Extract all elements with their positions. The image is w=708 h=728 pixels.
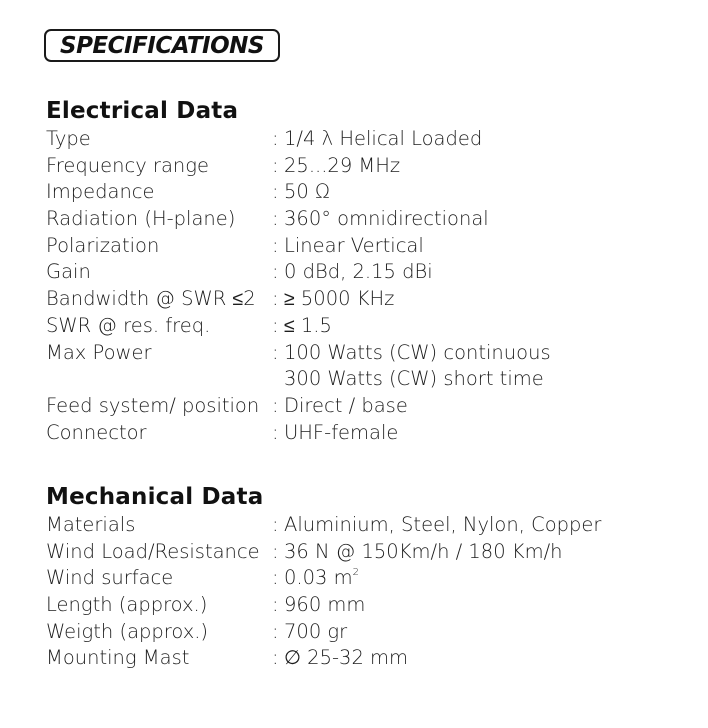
- spec-row-frequency-range: [46, 153, 686, 180]
- spec-separator: :: [272, 340, 279, 364]
- spec-value: Direct / base: [284, 393, 408, 417]
- superscript-squared: 2: [352, 567, 359, 579]
- spec-label: SWR @ res. freq.: [46, 313, 211, 337]
- electrical-data-table: [46, 126, 686, 446]
- spec-value: 100 Watts (CW) continuous: [284, 340, 551, 364]
- spec-row-length: [46, 592, 686, 619]
- spec-row-wind-surface: [46, 565, 686, 592]
- electrical-data-section: [46, 96, 686, 446]
- spec-label: Bandwidth @ SWR ≤2: [46, 287, 256, 311]
- spec-value: 25...29 MHz: [284, 153, 401, 177]
- spec-value: Aluminium, Steel, Nylon, Copper: [284, 513, 602, 536]
- spec-row-swr: [46, 313, 686, 340]
- spec-separator: :: [272, 313, 279, 337]
- spec-separator: :: [272, 260, 279, 284]
- spec-value: 300 Watts (CW) short time: [284, 367, 544, 391]
- spec-label: Length (approx.): [46, 593, 208, 617]
- spec-row-weight: [46, 619, 686, 646]
- spec-value: 360° omnidirectional: [284, 207, 489, 231]
- spec-separator: :: [272, 127, 279, 150]
- spec-value: 0 dBd, 2.15 dBi: [284, 260, 433, 284]
- spec-label: Feed system/ position: [46, 393, 260, 417]
- spec-value: 1/4 λ Helical Loaded: [284, 127, 483, 150]
- spec-separator: :: [272, 393, 279, 417]
- spec-label: Connector: [46, 420, 147, 444]
- spec-label: Frequency range: [46, 153, 209, 177]
- spec-separator: :: [272, 566, 279, 590]
- spec-value: 960 mm: [284, 593, 366, 617]
- spec-separator: :: [272, 619, 279, 643]
- spec-separator: :: [272, 593, 279, 617]
- spec-row-gain: [46, 259, 686, 286]
- spec-row-max-power: [46, 340, 686, 367]
- spec-value: ≥ 5000 KHz: [284, 287, 395, 311]
- spec-label: Mounting Mast: [46, 646, 190, 670]
- spec-label: Polarization: [46, 233, 160, 257]
- spec-row-connector: [46, 420, 686, 447]
- specifications-badge: [44, 29, 280, 62]
- spec-value: ≤ 1.5: [284, 313, 332, 337]
- spec-separator: :: [272, 153, 279, 177]
- spec-separator: :: [272, 513, 279, 536]
- spec-separator: :: [272, 646, 279, 670]
- spec-label: Impedance: [46, 180, 155, 204]
- spec-value: ∅ 25-32 mm: [284, 646, 409, 670]
- mechanical-data-section: [46, 482, 686, 672]
- spec-row-type: [46, 126, 686, 153]
- spec-row-feed-system: [46, 393, 686, 420]
- mechanical-data-title: Mechanical Data: [46, 484, 264, 510]
- spec-row-mounting-mast: [46, 645, 686, 672]
- spec-separator: :: [272, 180, 279, 204]
- spec-value: Linear Vertical: [284, 233, 424, 257]
- spec-row-wind-load: [46, 539, 686, 566]
- spec-label: Max Power: [46, 340, 152, 364]
- spec-label: Radiation (H-plane): [46, 207, 236, 231]
- spec-label: Wind surface: [46, 566, 174, 590]
- spec-label: Materials: [46, 513, 136, 536]
- spec-separator: :: [272, 287, 279, 311]
- spec-value: 50 Ω: [284, 180, 330, 204]
- spec-value-text: 0.03 m: [284, 566, 353, 590]
- spec-row-materials: [46, 512, 686, 539]
- spec-label: Gain: [46, 260, 91, 284]
- spec-row-bandwidth: [46, 286, 686, 313]
- spec-value: 36 N @ 150Km/h / 180 Km/h: [284, 539, 563, 563]
- mechanical-data-table: [46, 512, 686, 672]
- spec-separator: :: [272, 233, 279, 257]
- spec-value: UHF-female: [284, 420, 399, 444]
- spec-value: 700 gr: [284, 619, 348, 643]
- spec-separator: :: [272, 420, 279, 444]
- spec-value: [284, 565, 359, 592]
- spec-row-polarization: [46, 233, 686, 260]
- spec-separator: :: [272, 539, 279, 563]
- spec-label: Wind Load/Resistance: [46, 539, 260, 563]
- spec-label: Weigth (approx.): [46, 619, 209, 643]
- spec-label: Type: [46, 127, 91, 150]
- electrical-data-title: Electrical Data: [46, 98, 239, 124]
- spec-separator: :: [272, 207, 279, 231]
- spec-row-radiation: [46, 206, 686, 233]
- spec-row-impedance: [46, 179, 686, 206]
- specifications-title: SPECIFICATIONS: [60, 32, 264, 59]
- spec-row-max-power-continued: [46, 366, 686, 393]
